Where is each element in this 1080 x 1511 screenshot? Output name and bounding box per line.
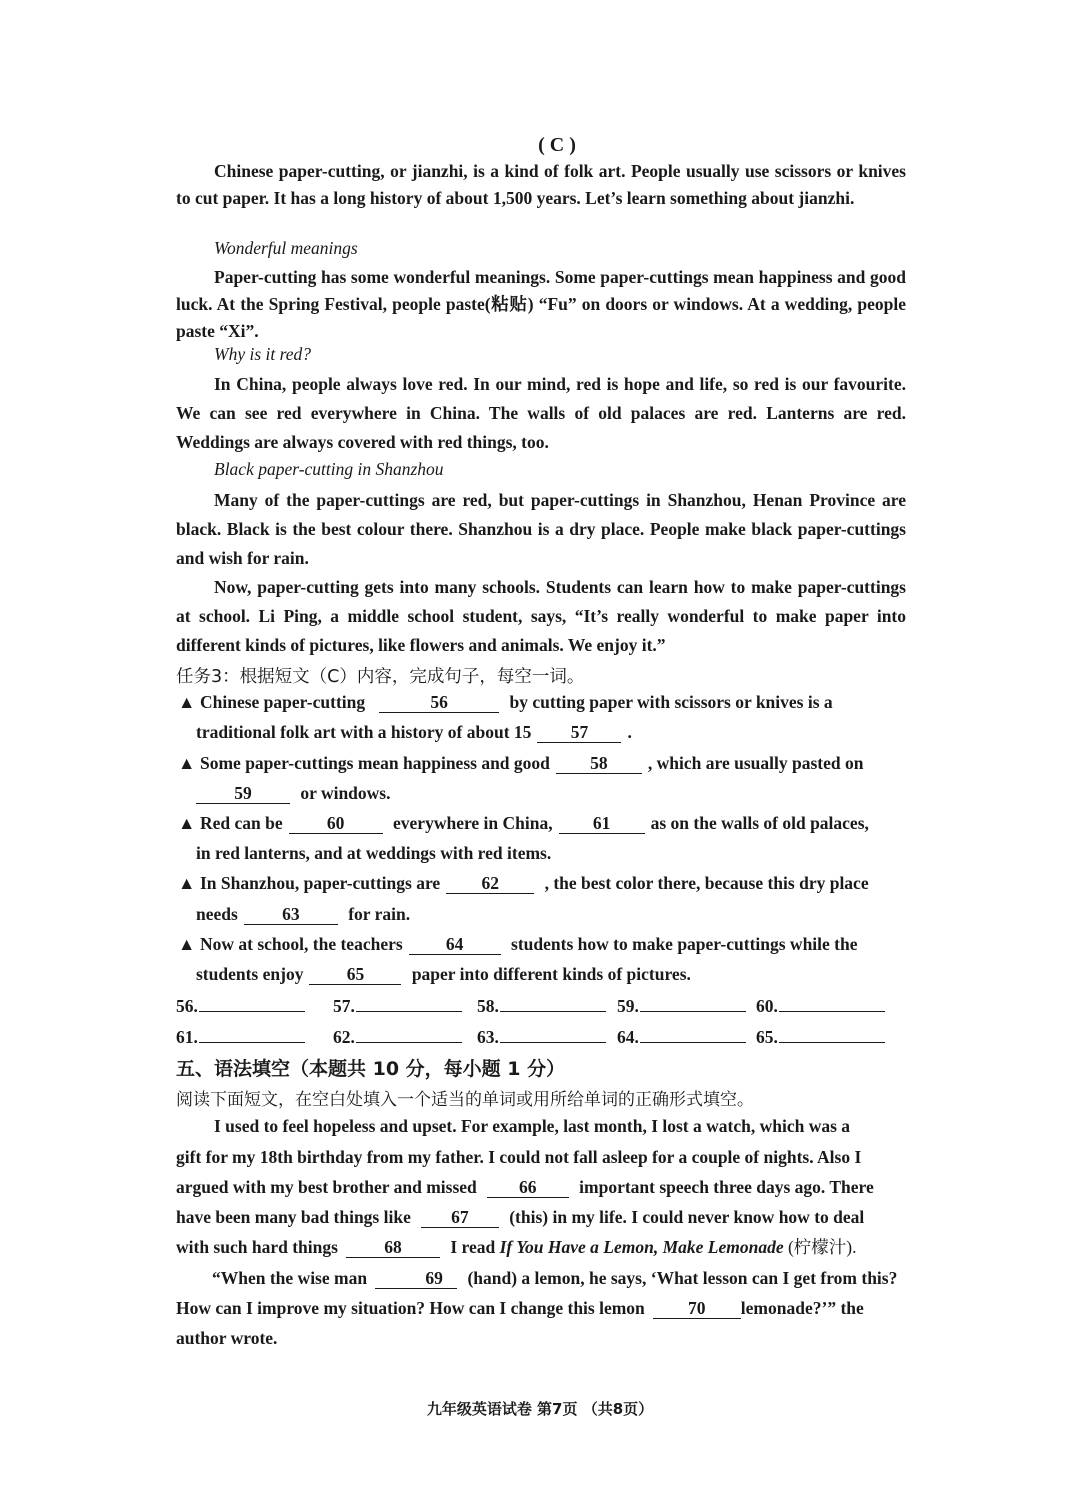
- answer-line-56[interactable]: 56.: [176, 996, 305, 1017]
- task3-sentence-5: ▲ Now at school, the teachers 64 students how to make paper-cuttings while the: [178, 934, 858, 954]
- blank-64: 64: [409, 934, 501, 955]
- section5-instruction: 阅读下面短文，在空白处填入一个适当的单词或用所给单词的正确形式填空。: [176, 1090, 754, 1110]
- passage-intro: Chinese paper-cutting, or jianzhi, is a kind of folk art. People usually use scissors or knives to cut paper. It has a long history of about 1,500 years. Let’s learn something about jianzhi.: [176, 161, 906, 208]
- task3-sentence-4: ▲ In Shanzhou, paper-cuttings are 62 , the best color there, because this dry place: [178, 873, 869, 893]
- task3-sentence-1-cont: traditional folk art with a history of about 15 57 .: [196, 722, 632, 742]
- answer-line-57[interactable]: 57.: [333, 996, 462, 1017]
- triangle-marker-icon: ▲: [178, 813, 196, 833]
- subheading-wonderful-meanings: Wonderful meanings: [214, 238, 358, 258]
- task3-sentence-5-cont: students enjoy 65 paper into different kinds of pictures.: [196, 964, 691, 984]
- paragraph-meanings: Paper-cutting has some wonderful meanings. Some paper-cuttings mean happiness and good luck. At the Spring Festival, people paste(粘贴) “Fu” on doors or windows. At a wedding, people paste “Xi”.: [176, 267, 906, 341]
- triangle-marker-icon: ▲: [178, 753, 196, 773]
- blank-62: 62: [446, 873, 534, 894]
- blank-58: 58: [556, 753, 642, 774]
- grammar-line-1: I used to feel hopeless and upset. For example, last month, I lost a watch, which was a: [214, 1116, 851, 1136]
- task3-sentence-2-cont: 59 or windows.: [196, 783, 391, 804]
- task3-sentence-1: ▲ Chinese paper-cutting 56 by cutting paper with scissors or knives is a: [178, 692, 833, 712]
- task3-sentence-4-cont: needs 63 for rain.: [196, 904, 411, 924]
- subheading-black-paper-cutting: Black paper-cutting in Shanzhou: [214, 459, 444, 479]
- blank-61: 61: [559, 813, 645, 834]
- book-title: If You Have a Lemon, Make Lemonade: [499, 1237, 784, 1257]
- page-footer: 九年级英语试卷 第7页 （共8页）: [426, 1400, 654, 1418]
- blank-56: 56: [379, 692, 499, 713]
- task3-sentence-2: ▲ Some paper-cuttings mean happiness and good 58 , which are usually pasted on: [178, 753, 864, 773]
- answer-line-63[interactable]: 63.: [477, 1027, 606, 1048]
- grammar-line-8: author wrote.: [176, 1328, 278, 1348]
- blank-70: 70: [653, 1298, 741, 1319]
- grammar-line-3: argued with my best brother and missed 66 important speech three days ago. There: [176, 1177, 874, 1197]
- blank-65: 65: [309, 964, 401, 985]
- answer-line-61[interactable]: 61.: [176, 1027, 305, 1048]
- task3-sentence-3-cont: in red lanterns, and at weddings with red items.: [196, 843, 552, 863]
- answer-line-60[interactable]: 60.: [756, 996, 885, 1017]
- passage-title: ( C ): [538, 134, 576, 156]
- paragraph-black: Many of the paper-cuttings are red, but paper-cuttings in Shanzhou, Henan Province are black. Black is the best colour there. Shanzhou is a dry place. People make black paper-cuttings and wish for rain.: [176, 490, 906, 568]
- triangle-marker-icon: ▲: [178, 873, 196, 893]
- blank-59: 59: [196, 783, 290, 804]
- blank-68: 68: [346, 1237, 440, 1258]
- blank-66: 66: [487, 1177, 569, 1198]
- triangle-marker-icon: ▲: [178, 934, 196, 954]
- blank-57: 57: [537, 722, 621, 743]
- blank-63: 63: [244, 904, 338, 925]
- triangle-marker-icon: ▲: [178, 692, 196, 712]
- grammar-line-2: gift for my 18th birthday from my father. I could not fall asleep for a couple of nights. Also I: [176, 1147, 862, 1167]
- answer-line-59[interactable]: 59.: [617, 996, 746, 1017]
- blank-69: 69: [375, 1268, 457, 1289]
- paragraph-red: In China, people always love red. In our mind, red is hope and life, so red is our favourite. We can see red everywhere in China. The walls of old palaces are red. Lanterns are red. Weddings are always covered with red things, too.: [176, 374, 906, 452]
- grammar-line-7: How can I improve my situation? How can I change this lemon 70 lemonade?’” the: [176, 1298, 864, 1318]
- section5-heading: 五、语法填空（本题共 10 分，每小题 1 分）: [176, 1058, 566, 1080]
- grammar-line-4: have been many bad things like 67 (this) in my life. I could never know how to deal: [176, 1207, 865, 1227]
- answer-line-58[interactable]: 58.: [477, 996, 606, 1017]
- grammar-line-5: with such hard things 68 I read If You Have a Lemon, Make Lemonade (柠檬汁).: [176, 1237, 857, 1257]
- answer-line-64[interactable]: 64.: [617, 1027, 746, 1048]
- blank-60: 60: [289, 813, 383, 834]
- answer-line-65[interactable]: 65.: [756, 1027, 885, 1048]
- task3-instruction: 任务3：根据短文（C）内容，完成句子，每空一词。: [176, 667, 585, 687]
- answer-line-62[interactable]: 62.: [333, 1027, 462, 1048]
- task3-sentence-3: ▲ Red can be 60 everywhere in China, 61 as on the walls of old palaces,: [178, 813, 869, 833]
- subheading-why-red: Why is it red?: [214, 344, 312, 364]
- grammar-line-6: “When the wise man 69 (hand) a lemon, he says, ‘What lesson can I get from this?: [212, 1268, 898, 1288]
- blank-67: 67: [421, 1207, 499, 1228]
- paragraph-schools: Now, paper-cutting gets into many schools. Students can learn how to make paper-cuttings at school. Li Ping, a middle school student, says, “It’s really wonderful to make paper into different kinds of pictures, like flowers and animals. We enjoy it.”: [176, 577, 906, 655]
